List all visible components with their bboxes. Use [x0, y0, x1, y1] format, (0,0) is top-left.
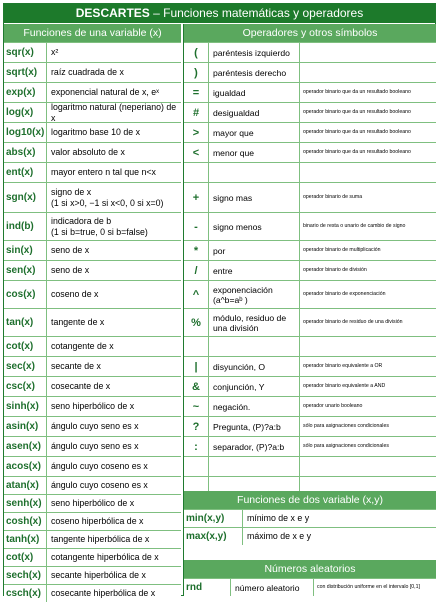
operator-note: operador binario de multiplicación: [299, 241, 436, 260]
function-description: coseno hiperbólica de x: [46, 513, 181, 530]
operator-note: operador binario que da un resultado booleano: [299, 143, 436, 162]
operator-row: [184, 102, 436, 122]
title-rest: – Funciones matemáticas y operadores: [149, 6, 364, 20]
function-description: ángulo cuyo seno es x: [46, 437, 181, 456]
function-description: cotangente hiperbólica de x: [46, 549, 181, 566]
operator-description: signo mas: [208, 183, 299, 212]
operator-description: entre: [208, 261, 299, 280]
function-row: [4, 212, 181, 240]
operator-row: [184, 240, 436, 260]
function-row: [4, 566, 181, 584]
function-row: [4, 260, 181, 280]
operator-row: [184, 356, 436, 376]
function-description: seno hiperbólico de x: [46, 397, 181, 416]
operator-note: [299, 337, 436, 356]
operator-note: [299, 457, 436, 476]
operator-description: separador, (P)?a:b: [208, 437, 299, 456]
random-numbers-section: [184, 560, 436, 596]
operator-symbol: <: [192, 146, 200, 159]
operator-symbol: ): [194, 66, 198, 79]
operator-description: [208, 163, 299, 182]
operator-note: operador unario booleano: [299, 397, 436, 416]
operator-description: signo menos: [208, 213, 299, 240]
function-name: sinh(x): [6, 401, 39, 412]
function-description: secante hiperbólica de x: [46, 567, 181, 584]
operator-note: [299, 63, 436, 82]
function-description: ángulo cuyo coseno es x: [46, 457, 181, 476]
function-name: sin(x): [6, 245, 33, 256]
operator-row: [184, 456, 436, 476]
function-description: ángulo cuyo coseno es x: [46, 477, 181, 494]
function-name: asen(x): [6, 441, 42, 452]
function-name: cosh(x): [6, 516, 42, 527]
random-description: número aleatorio: [230, 579, 313, 596]
function-description: tangente hiperbólica de x: [46, 531, 181, 548]
function-name: cos(x): [6, 289, 36, 300]
function-row: [4, 182, 181, 212]
operator-row: [184, 122, 436, 142]
function-name: acos(x): [6, 461, 42, 472]
function-name: ent(x): [6, 167, 34, 178]
function-description: ángulo cuyo seno es x: [46, 417, 181, 436]
function-description: cotangente de x: [46, 337, 181, 356]
function-name: sqr(x): [6, 47, 34, 58]
operator-description: desigualdad: [208, 103, 299, 122]
operator-description: conjunción, Y: [208, 377, 299, 396]
operator-row: [184, 212, 436, 240]
function-name: sech(x): [6, 570, 42, 581]
operator-description: exponenciación (a^b=aᵇ ): [208, 281, 299, 308]
function-row: [4, 416, 181, 436]
operator-symbol: (: [194, 46, 198, 59]
function-row: [4, 396, 181, 416]
function-row: [4, 102, 181, 122]
function-name: log10(x): [6, 127, 45, 138]
operator-symbol: |: [194, 360, 198, 373]
operators-table: [184, 42, 436, 494]
operator-description: paréntesis izquierdo: [208, 43, 299, 62]
operator-row: [184, 436, 436, 456]
operator-row: [184, 42, 436, 62]
function-description: seno hiperbólico de x: [46, 495, 181, 512]
function-row: [4, 142, 181, 162]
function-description: coseno de x: [46, 281, 181, 308]
function-name: log(x): [6, 107, 34, 118]
function-description: seno de x: [46, 241, 181, 260]
operator-note: operador binario de división: [299, 261, 436, 280]
two-variable-table: [184, 509, 436, 545]
function-description: raíz cuadrada de x: [46, 63, 181, 82]
operator-row: [184, 182, 436, 212]
function-row: [4, 240, 181, 260]
operator-symbol: #: [192, 106, 200, 119]
function-name: sgn(x): [6, 192, 36, 203]
operator-row: [184, 376, 436, 396]
operator-description: menor que: [208, 143, 299, 162]
operator-row: [184, 280, 436, 308]
operator-row: [184, 260, 436, 280]
title-bold: DESCARTES: [75, 6, 150, 20]
two-variable-function: min(x,y): [186, 513, 225, 524]
operator-description: negación.: [208, 397, 299, 416]
operator-note: binario de resta o unario de cambio de signo: [299, 213, 436, 240]
function-row: [4, 82, 181, 102]
single-variable-header: Funciones de una variable (x): [4, 24, 181, 42]
function-name: csc(x): [6, 381, 35, 392]
function-description: valor absoluto de x: [46, 143, 181, 162]
function-name: sec(x): [6, 361, 35, 372]
operator-row: [184, 142, 436, 162]
operator-row: [184, 308, 436, 336]
function-name: exp(x): [6, 87, 36, 98]
operator-symbol: ~: [192, 400, 200, 413]
operator-note: operador binario equivalente a AND: [299, 377, 436, 396]
two-variable-header: Funciones de dos variable (x,y): [184, 491, 436, 509]
two-variable-functions-section: [184, 491, 436, 545]
operators-panel: [183, 24, 436, 596]
function-name: cot(x): [6, 552, 34, 563]
operator-symbol: :: [194, 440, 198, 453]
random-function: rnd: [186, 582, 203, 593]
function-row: [4, 336, 181, 356]
operator-note: operador binario que da un resultado booleano: [299, 83, 436, 102]
function-name: ind(b): [6, 221, 34, 232]
function-row: [4, 548, 181, 566]
function-row: [4, 62, 181, 82]
function-name: csch(x): [6, 588, 42, 599]
operator-note: operador binario que da un resultado booleano: [299, 123, 436, 142]
operator-note: operador binario equivalente a OR: [299, 357, 436, 376]
function-description: logaritmo natural (neperiano) de x: [46, 103, 181, 122]
operator-symbol: =: [192, 86, 200, 99]
operator-symbol: ?: [192, 420, 200, 433]
function-row: [4, 476, 181, 494]
operator-symbol: -: [194, 220, 198, 233]
two-variable-description: máximo de x e y: [242, 528, 436, 545]
function-description: secante de x: [46, 357, 181, 376]
function-row: [4, 42, 181, 62]
two-variable-function: max(x,y): [186, 531, 227, 542]
two-variable-description: mínimo de x e y: [242, 510, 436, 527]
operator-row: [184, 336, 436, 356]
function-description: seno de x: [46, 261, 181, 280]
function-description: exponencial natural de x, eˣ: [46, 83, 181, 102]
operator-symbol: >: [192, 126, 200, 139]
operator-row: [184, 396, 436, 416]
operator-symbol: *: [193, 244, 199, 257]
function-description: x²: [46, 43, 181, 62]
function-row: [4, 308, 181, 336]
operator-symbol: %: [191, 316, 201, 329]
operator-description: [208, 457, 299, 476]
operator-row: [184, 82, 436, 102]
function-row: [4, 584, 181, 602]
operator-description: paréntesis derecho: [208, 63, 299, 82]
function-name: atan(x): [6, 480, 39, 491]
function-name: asin(x): [6, 421, 39, 432]
function-description: cosecante de x: [46, 377, 181, 396]
operator-description: disyunción, O: [208, 357, 299, 376]
operator-description: Pregunta, (P)?a:b: [208, 417, 299, 436]
function-description: signo de x (1 si x>0, −1 si x<0, 0 si x=0): [46, 183, 181, 212]
function-name: cot(x): [6, 341, 34, 352]
operator-description: módulo, residuo de una división: [208, 309, 299, 336]
two-variable-row: [184, 509, 436, 527]
random-note: con distribución uniforme en el intervalo [0,1]: [313, 579, 436, 596]
operator-description: mayor que: [208, 123, 299, 142]
reference-sheet: [3, 3, 436, 599]
operator-symbol: /: [194, 264, 198, 277]
function-name: sqrt(x): [6, 67, 38, 78]
function-name: senh(x): [6, 498, 42, 509]
operator-note: [299, 43, 436, 62]
single-variable-functions-panel: [4, 24, 181, 599]
operator-note: sólo para asignaciones condicionales: [299, 417, 436, 436]
operator-symbol: ^: [192, 288, 200, 301]
operator-note: operador binario que da un resultado booleano: [299, 103, 436, 122]
function-row: [4, 530, 181, 548]
function-name: sen(x): [6, 265, 36, 276]
two-variable-row: [184, 527, 436, 545]
operator-note: [299, 163, 436, 182]
random-numbers-header: Números aleatorios: [184, 560, 436, 578]
operator-description: por: [208, 241, 299, 260]
function-name: tan(x): [6, 317, 34, 328]
operator-row: [184, 62, 436, 82]
single-variable-table: [4, 42, 181, 602]
function-row: [4, 376, 181, 396]
operator-symbol: &: [192, 380, 200, 393]
function-row: [4, 356, 181, 376]
function-description: cosecante hiperbólica de x: [46, 585, 181, 602]
function-name: tanh(x): [6, 534, 40, 545]
operator-row: [184, 162, 436, 182]
operator-note: operador binario de residuo de una división: [299, 309, 436, 336]
function-name: abs(x): [6, 147, 36, 158]
function-row: [4, 494, 181, 512]
function-row: [4, 512, 181, 530]
function-description: logaritmo base 10 de x: [46, 123, 181, 142]
function-row: [4, 280, 181, 308]
operator-note: sólo para asignaciones condicionales: [299, 437, 436, 456]
function-row: [4, 456, 181, 476]
function-row: [4, 122, 181, 142]
operator-symbol: +: [192, 191, 200, 204]
operators-header: Operadores y otros símbolos: [184, 24, 436, 42]
random-row: [184, 578, 436, 596]
sheet-title: [4, 4, 435, 23]
operator-description: igualdad: [208, 83, 299, 102]
operator-description: [208, 337, 299, 356]
function-description: indicadora de b (1 si b=true, 0 si b=false): [46, 213, 181, 240]
function-row: [4, 436, 181, 456]
function-description: tangente de x: [46, 309, 181, 336]
function-description: mayor entero n tal que n<x: [46, 163, 181, 182]
operator-note: operador binario de suma: [299, 183, 436, 212]
function-row: [4, 162, 181, 182]
operator-row: [184, 416, 436, 436]
operator-note: operador binario de exponenciación: [299, 281, 436, 308]
